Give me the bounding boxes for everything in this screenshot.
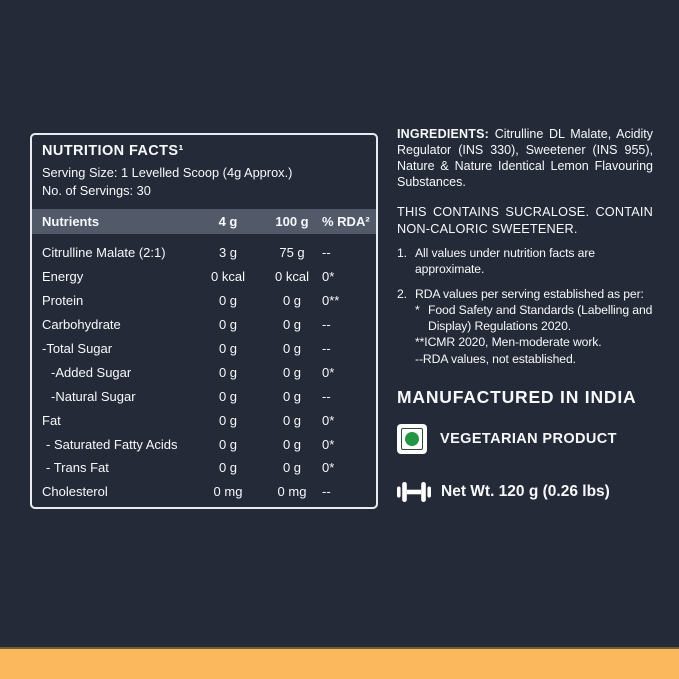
value-per-serving: 0 kcal (211, 269, 245, 285)
footnote-1-text: All values under nutrition facts are approximate. (415, 246, 595, 277)
column-header-per-serving: 4 g (218, 214, 238, 229)
footnote-rda-text: --RDA values, not established. (415, 351, 576, 366)
table-row (32, 360, 376, 384)
value-rda: 0** (322, 293, 340, 309)
table-header-row (32, 209, 376, 234)
value-per-serving: 0 g (218, 436, 238, 452)
value-per-serving: 3 g (218, 245, 238, 261)
accent-strip (0, 647, 679, 679)
value-per-serving: 0 g (218, 364, 238, 380)
table-row (32, 313, 376, 337)
footnote-icmr-text: **ICMR 2020, Men-moderate work. (415, 335, 602, 350)
nutrient-name: Cholesterol (42, 484, 108, 500)
nutrient-name: Carbohydrate (42, 317, 121, 333)
net-weight-row (397, 480, 653, 504)
ingredients-text: Citrulline DL Malate, Acidity Regulator (INS 330), Sweetener (INS 955), Nature & Nature Identical Lemon Flavouring Substances. (397, 127, 653, 189)
serving-size-text: Serving Size: 1 Levelled Scoop (4g Approx.) (42, 165, 293, 180)
footnote-2 (397, 286, 653, 302)
vegetarian-row (397, 424, 653, 454)
manufactured-in-india-text: MANUFACTURED IN INDIA (397, 387, 637, 408)
footnote-1 (397, 245, 653, 278)
value-per-100g: 0 mg (277, 484, 307, 500)
value-rda: -- (322, 245, 331, 261)
vegetarian-icon-frame (401, 428, 423, 450)
table-row (32, 432, 376, 456)
value-rda: 0* (322, 460, 335, 476)
value-rda: -- (322, 388, 331, 404)
nutrient-name: -Total Sugar (42, 341, 113, 356)
value-per-100g: 0 g (282, 412, 302, 428)
table-row (32, 384, 376, 408)
footnote-fssai-text: Food Safety and Standards (Labelling and Display) Regulations 2020. (428, 302, 653, 334)
table-row (32, 456, 376, 480)
sweetener-warning-text: THIS CONTAINS SUCRALOSE. CONTAIN NON-CALORIC SWEETENER. (397, 205, 653, 236)
vegetarian-label: VEGETARIAN PRODUCT (440, 431, 617, 448)
value-per-100g: 0 g (282, 388, 302, 404)
value-rda: 0* (322, 269, 335, 285)
footnote-1-number: 1. (397, 246, 407, 260)
net-weight-label: Net Wt. 120 g (0.26 lbs) (441, 483, 610, 501)
nutrient-name: -Natural Sugar (51, 388, 136, 404)
value-per-100g: 75 g (279, 245, 305, 261)
info-column (397, 120, 653, 504)
table-row (32, 265, 376, 289)
ingredients-label: INGREDIENTS: (397, 127, 489, 141)
footnote-2-details (397, 302, 653, 367)
dumbbell-icon (397, 480, 431, 504)
value-rda: 0* (322, 412, 335, 428)
table-row (32, 337, 376, 361)
value-rda: -- (322, 317, 331, 333)
footnotes (397, 245, 653, 367)
nutrient-name: Protein (42, 293, 84, 309)
servings-count-text: No. of Servings: 30 (42, 183, 151, 198)
footnote-2-number: 2. (397, 286, 407, 301)
footnote-fssai-marker: * (415, 302, 420, 317)
value-per-100g: 0 g (282, 460, 302, 476)
column-header-rda: % RDA² (322, 214, 370, 229)
value-per-100g: 0 kcal (275, 269, 309, 285)
table-row (32, 480, 376, 504)
nutrient-name: Energy (42, 269, 84, 285)
table-row (32, 241, 376, 265)
nutrition-facts-header (32, 135, 376, 200)
table-row (32, 408, 376, 432)
value-per-serving: 0 g (218, 317, 238, 333)
value-per-100g: 0 g (282, 341, 302, 356)
nutrition-table-body (32, 241, 376, 504)
value-per-100g: 0 g (282, 364, 302, 380)
value-per-serving: 0 g (218, 293, 238, 309)
value-per-serving: 0 g (218, 412, 238, 428)
value-per-serving: 0 g (218, 341, 238, 356)
value-rda: -- (322, 484, 331, 500)
value-per-100g: 0 g (282, 317, 302, 333)
table-row (32, 289, 376, 313)
value-per-serving: 0 g (218, 388, 238, 404)
nutrient-name: - Saturated Fatty Acids (46, 436, 178, 452)
value-per-serving: 0 mg (213, 484, 243, 500)
nutrient-name: Citrulline Malate (2:1) (42, 245, 166, 261)
column-header-nutrients: Nutrients (42, 214, 100, 229)
nutrition-facts-title: NUTRITION FACTS¹ (42, 143, 184, 159)
footnote-2-text: RDA values per serving established as per: (415, 286, 644, 301)
value-per-100g: 0 g (282, 293, 302, 309)
value-rda: 0* (322, 436, 335, 452)
value-rda: 0* (322, 364, 335, 380)
ingredients-paragraph (397, 126, 653, 190)
column-header-per-100g: 100 g (275, 214, 309, 229)
footnote-fssai (415, 302, 653, 335)
vegetarian-icon-dot (405, 432, 419, 446)
nutrient-name: -Added Sugar (51, 364, 132, 380)
vegetarian-icon (397, 424, 427, 454)
nutrient-name: - Trans Fat (46, 460, 109, 476)
nutrient-name: Fat (42, 412, 61, 428)
value-per-serving: 0 g (218, 460, 238, 476)
value-per-100g: 0 g (282, 436, 302, 452)
nutrition-facts-panel (30, 133, 378, 509)
value-rda: -- (322, 341, 331, 356)
